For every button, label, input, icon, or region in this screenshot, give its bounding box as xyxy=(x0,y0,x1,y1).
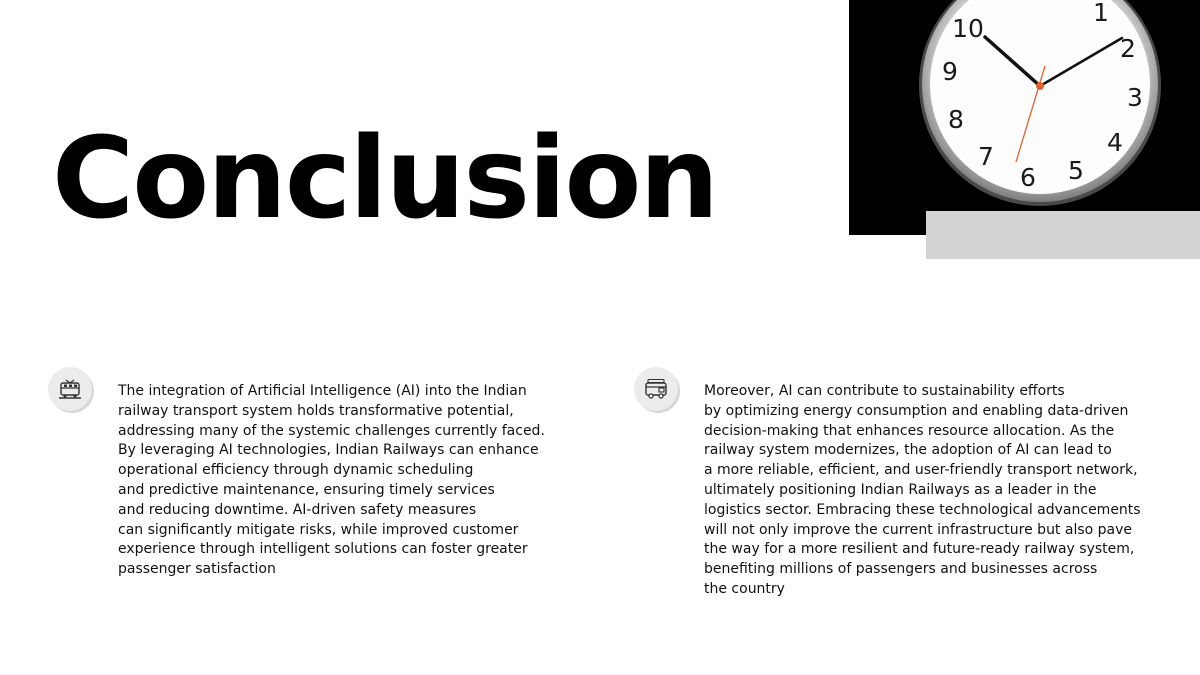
paragraph-line: and reducing downtime. AI-driven safety measures xyxy=(118,501,477,518)
paragraph-line: a more reliable, efficient, and user-friendly transport network, xyxy=(704,462,1138,479)
conclusion-paragraph-right xyxy=(704,382,1141,600)
clock-number: 5 xyxy=(1068,156,1084,185)
train-icon xyxy=(48,367,92,411)
delivery-van-icon xyxy=(634,367,678,411)
paragraph-line: the way for a more resilient and future-ready railway system, xyxy=(704,541,1135,558)
paragraph-line: decision-making that enhances resource allocation. As the xyxy=(704,422,1115,439)
clock-number: 1 xyxy=(1093,0,1109,27)
paragraph-line: will not only improve the current infrastructure but also pave xyxy=(704,521,1133,538)
paragraph-line: by optimizing energy consumption and enabling data-driven xyxy=(704,402,1129,419)
paragraph-line: addressing many of the systemic challenges currently faced. xyxy=(118,422,545,439)
clock-number: 2 xyxy=(1120,34,1136,63)
paragraph-line: railway system modernizes, the adoption of AI can lead to xyxy=(704,442,1112,459)
paragraph-line: can significantly mitigate risks, while improved customer xyxy=(118,521,519,538)
paragraph-line: experience through intelligent solutions can foster greater xyxy=(118,541,528,558)
paragraph-line: the country xyxy=(704,580,785,597)
paragraph-line: railway transport system holds transformative potential, xyxy=(118,402,514,419)
clock-center-pin xyxy=(1036,82,1044,90)
clock-number: 4 xyxy=(1107,128,1123,157)
conclusion-paragraph-left xyxy=(118,382,545,580)
paragraph-line: By leveraging AI technologies, Indian Railways can enhance xyxy=(118,442,539,459)
clock-number: 3 xyxy=(1127,83,1143,112)
clock-number: 9 xyxy=(942,57,958,86)
slide-title: Conclusion xyxy=(52,114,718,244)
clock-number: 7 xyxy=(978,142,994,171)
clock-number: 6 xyxy=(1020,163,1036,192)
paragraph-line: and predictive maintenance, ensuring timely services xyxy=(118,481,495,498)
paragraph-line: The integration of Artificial Intelligence (AI) into the Indian xyxy=(118,383,527,399)
clock-number: 10 xyxy=(952,14,984,43)
paragraph-line: ultimately positioning Indian Railways as a leader in the xyxy=(704,481,1097,498)
paragraph-line: logistics sector. Embracing these technological advancements xyxy=(704,501,1141,518)
clock-image xyxy=(849,0,1200,235)
paragraph-line: operational efficiency through dynamic scheduling xyxy=(118,462,474,479)
paragraph-line: passenger satisfaction xyxy=(118,561,276,578)
paragraph-line: Moreover, AI can contribute to sustainability efforts xyxy=(704,383,1065,399)
clock-number: 8 xyxy=(948,105,964,134)
paragraph-line: benefiting millions of passengers and businesses across xyxy=(704,561,1098,578)
